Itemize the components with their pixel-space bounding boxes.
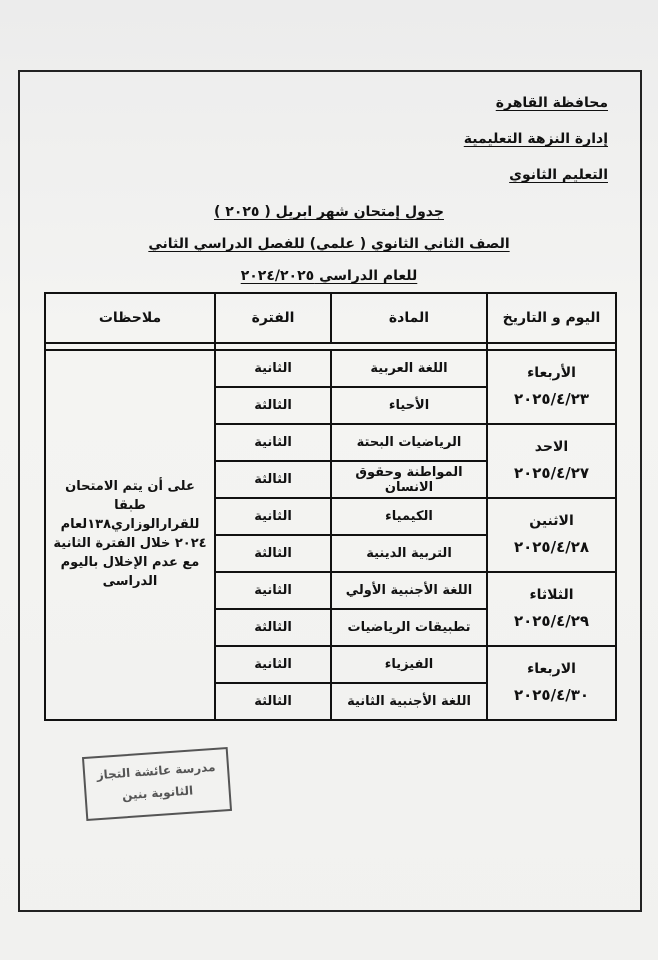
table-row — [45, 350, 616, 387]
day-date-cell — [487, 424, 616, 498]
exam-date: ٢٠٢٥/٤/٢٣ — [513, 390, 590, 409]
header-notes: ملاحظات — [45, 293, 215, 343]
period-cell: الثالثة — [215, 683, 331, 720]
day-name: الأربعاء — [527, 365, 576, 382]
governorate-heading: محافظة القاهرة — [495, 95, 608, 111]
exam-date: ٢٠٢٥/٤/٢٨ — [513, 538, 590, 557]
exam-title: جدول إمتحان شهر ابريل ( ٢٠٢٥ ) — [214, 204, 444, 220]
stamp-line-1: مدرسة عائشة التجاز — [96, 759, 216, 783]
subject-cell: الفيزياء — [331, 646, 487, 683]
day-date-cell — [487, 646, 616, 720]
day-name: الاثنين — [529, 513, 574, 530]
school-stamp — [82, 747, 232, 821]
day-name: الثلاثاء — [529, 587, 574, 604]
day-date-cell — [487, 350, 616, 424]
period-cell: الثانية — [215, 498, 331, 535]
day-date-cell — [487, 498, 616, 572]
day-name: الاحد — [534, 439, 569, 456]
day-date-cell — [487, 572, 616, 646]
year-line: للعام الدراسي ٢٠٢٤/٢٠٢٥ — [240, 268, 418, 284]
period-cell: الثانية — [215, 646, 331, 683]
subject-cell: الأحياء — [331, 387, 487, 424]
subject-cell: اللغة الأجنبية الأولي — [331, 572, 487, 609]
stamp-line-2: الثانوية بنين — [121, 783, 194, 803]
period-cell: الثانية — [215, 424, 331, 461]
spacer-row — [45, 343, 616, 350]
period-cell: الثانية — [215, 572, 331, 609]
period-cell: الثانية — [215, 350, 331, 387]
stage-heading: التعليم الثانوي — [509, 167, 608, 183]
exam-schedule-table — [44, 292, 617, 721]
subject-cell: الكيمياء — [331, 498, 487, 535]
subject-cell: الرياضيات البحتة — [331, 424, 487, 461]
period-cell: الثالثة — [215, 609, 331, 646]
exam-date: ٢٠٢٥/٤/٢٧ — [513, 464, 590, 483]
exam-date: ٢٠٢٥/٤/٣٠ — [513, 686, 590, 705]
period-cell: الثالثة — [215, 461, 331, 498]
day-name: الاربعاء — [527, 661, 576, 678]
subject-cell: اللغة الأجنبية الثانية — [331, 683, 487, 720]
header-subject: المادة — [331, 293, 487, 343]
table-header-row — [45, 293, 616, 343]
subject-cell: اللغة العربية — [331, 350, 487, 387]
header-day-date: اليوم و التاريخ — [487, 293, 616, 343]
notes-cell: على أن يتم الامتحان طبقا للقرارالوزاري١٣٨لعام ٢٠٢٤ خلال الفترة الثانية مع عدم الإخلال باليوم الدراسى — [45, 350, 215, 720]
grade-line: الصف الثاني الثانوي ( علمي) للفصل الدراسي الثاني — [148, 236, 510, 252]
header-period: الفترة — [215, 293, 331, 343]
period-cell: الثالثة — [215, 535, 331, 572]
administration-heading: إدارة النزهة التعليمية — [463, 131, 608, 147]
subject-cell: المواطنة وحقوق الانسان — [331, 461, 487, 498]
period-cell: الثالثة — [215, 387, 331, 424]
subject-cell: التربية الدينية — [331, 535, 487, 572]
subject-cell: تطبيقات الرياضيات — [331, 609, 487, 646]
exam-date: ٢٠٢٥/٤/٢٩ — [513, 612, 590, 631]
